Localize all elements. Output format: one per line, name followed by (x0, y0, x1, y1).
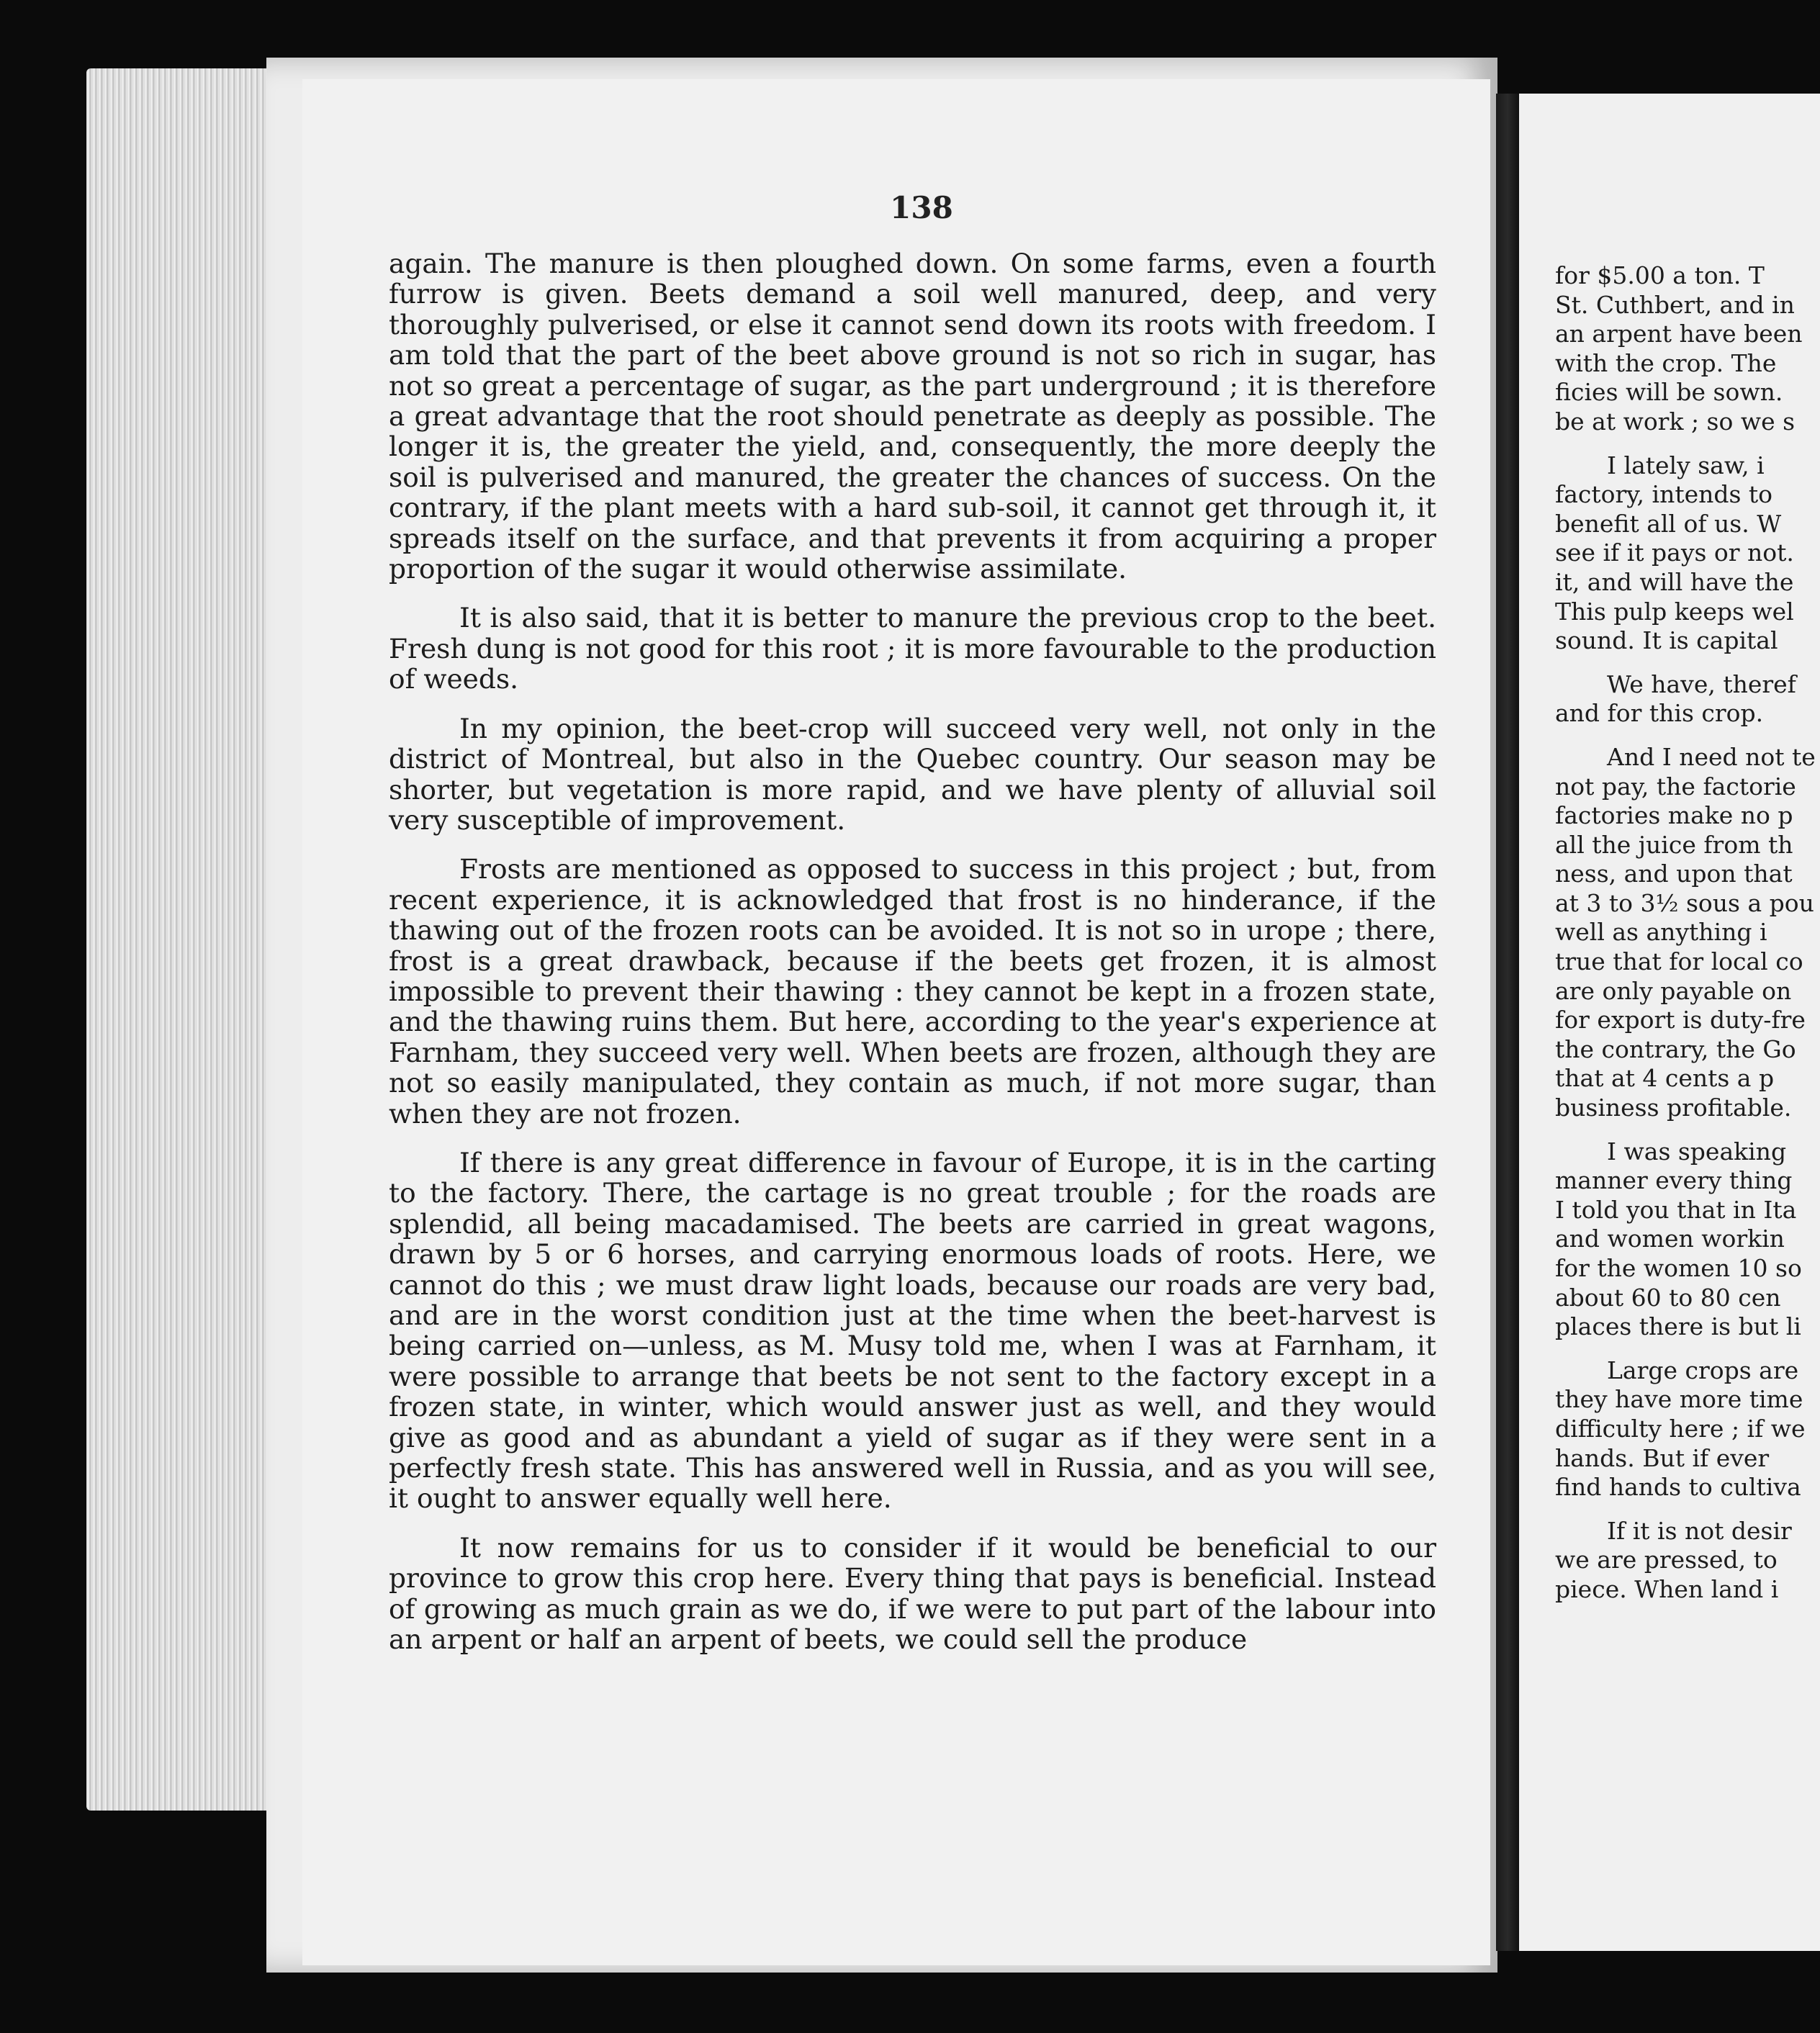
paragraph: It now remains for us to consider if it would be beneficial to our province to grow this crop here. Every thing that pays is beneficial. Instead of growing as much grain as we do, if we were to put part of the labour into an arpent or half an arpent of beets, we could sell the produce (389, 1531, 1436, 1656)
text-line: ficies will be sown. (1555, 378, 1783, 407)
text-line: all the juice from th (1555, 830, 1793, 859)
text-line: factory, intends to (1555, 480, 1773, 509)
paragraph-gap (1555, 1502, 1820, 1517)
left-page-text (389, 248, 1436, 1673)
paragraph: again. The manure is then ploughed down. On some farms, even a fourth furrow is given. Beets demand a soil well manured, deep, and very thoroughly pulverised, or else it cannot send down its roots with freedom. I am told that the part of the beet above ground is not so rich in sugar, has not so great a percentage of sugar, as the part underground ; it is therefore a great advantage that the root should penetrate as deeply as possible. The longer it is, the greater the yield, and, consequently, the more deeply the soil is pulverised and manured, the greater the chances of success. On the contrary, if the plant meets with a hard sub-soil, it cannot get through it, it spreads itself on the surface, and that prevents it from acquiring a proper proportion of the sugar it would otherwise assimilate. (389, 248, 1436, 585)
text-line: business profitable. (1555, 1094, 1792, 1122)
text-line: they have more time (1555, 1385, 1803, 1414)
text-line: true that for local co (1555, 947, 1803, 976)
text-line: difficulty here ; if we (1555, 1414, 1806, 1443)
paragraph: In my opinion, the beet-crop will succeed very well, not only in the district of Montreal, but also in the Quebec country. Our season may be shorter, but vegetation is more rapid, and we have plenty of alluvial soil very susceptible of improvement. (389, 712, 1436, 836)
text-line: places there is but li (1555, 1312, 1801, 1341)
paragraph: It is also said, that it is better to manure the previous crop to the beet. Fresh dung is not good for this root ; it is more favourable to the production of weeds. (389, 602, 1436, 695)
right-page-text (1555, 261, 1820, 1605)
text-line: for the women 10 so (1555, 1254, 1802, 1282)
paragraph: Frosts are mentioned as opposed to success in this project ; but, from recent experience, it is acknowledged that frost is no hinderance, if the thawing out of the frozen roots can be avoided. It is not so in urope ; there, frost is a great drawback, because if the beets get frozen, it is almost impossible to prevent their thawing : they cannot be kept in a frozen state, and the thawing ruins them. But here, according to the year's experience at Farnham, they succeed very well. When beets are frozen, although they are not so easily manipulated, they contain as much, if not more sugar, than when they are not frozen. (389, 853, 1436, 1130)
text-line: piece. When land i (1555, 1574, 1779, 1603)
paragraph-gap (1555, 656, 1820, 670)
text-line: find hands to cultiva (1555, 1473, 1801, 1502)
text-line: see if it pays or not. (1555, 538, 1794, 567)
text-line: at 3 to 3½ sous a pou (1555, 888, 1814, 917)
text-line: I lately saw, i (1607, 451, 1765, 479)
text-line: hands. But if ever (1555, 1443, 1770, 1472)
text-line: Large crops are (1607, 1356, 1799, 1384)
paragraph-gap (1555, 437, 1820, 451)
text-line: well as anything i (1555, 918, 1767, 947)
text-line: with the crop. The (1555, 348, 1777, 377)
text-line: And I need not te (1607, 742, 1816, 771)
text-line: I was speaking (1607, 1137, 1787, 1166)
text-line: for $5.00 a ton. T (1555, 261, 1765, 289)
text-line: ness, and upon that (1555, 860, 1793, 888)
text-line: I told you that in Ita (1555, 1195, 1797, 1224)
text-line: and women workin (1555, 1225, 1785, 1253)
text-line: are only payable on (1555, 976, 1792, 1005)
text-line: for export is duty-fre (1555, 1006, 1806, 1034)
text-line: manner every thing (1555, 1166, 1793, 1195)
text-line: sound. It is capital (1555, 626, 1778, 655)
text-line: about 60 to 80 cen (1555, 1283, 1781, 1312)
text-line: and for this crop. (1555, 699, 1764, 728)
text-line: If it is not desir (1607, 1516, 1792, 1545)
page-number: 138 (890, 190, 953, 225)
text-line: an arpent have been (1555, 320, 1803, 348)
text-line: This pulp keeps wel (1555, 597, 1794, 626)
paragraph-gap (1555, 729, 1820, 743)
text-line: we are pressed, to (1555, 1546, 1778, 1574)
text-line: not pay, the factorie (1555, 772, 1796, 801)
text-line: that at 4 cents a p (1555, 1064, 1775, 1093)
text-line: the contrary, the Go (1555, 1034, 1796, 1063)
paragraph: If there is any great difference in favour of Europe, it is in the carting to the factory. There, the cartage is no great trouble ; for the roads are splendid, all being macadamised. The beets are carried in great wagons, drawn by 5 or 6 horses, and carrying enormous loads of roots. Here, we cannot do this ; we must draw light loads, because our roads are very bad, and are in the worst condition just at the time when the beet-harvest is being carried on—unless, as M. Musy told me, when I was at Farnham, it were possible to arrange that beets be not sent to the factory except in a frozen state, in winter, which would answer just as well, and they would give as good and as abundant a yield of sugar as if they were sent in a perfectly fresh state. This has answered well in Russia, and as you will see, it ought to answer equally well here. (389, 1146, 1436, 1515)
text-line: factories make no p (1555, 801, 1793, 830)
text-line: St. Cuthbert, and in (1555, 290, 1795, 319)
paragraph-gap (1555, 1123, 1820, 1137)
text-line: it, and will have the (1555, 567, 1794, 596)
paragraph-gap (1555, 1342, 1820, 1356)
text-line: be at work ; so we s (1555, 407, 1796, 436)
text-line: We have, theref (1607, 670, 1796, 698)
book-gutter (1496, 94, 1519, 1951)
text-line: benefit all of us. W (1555, 509, 1782, 538)
